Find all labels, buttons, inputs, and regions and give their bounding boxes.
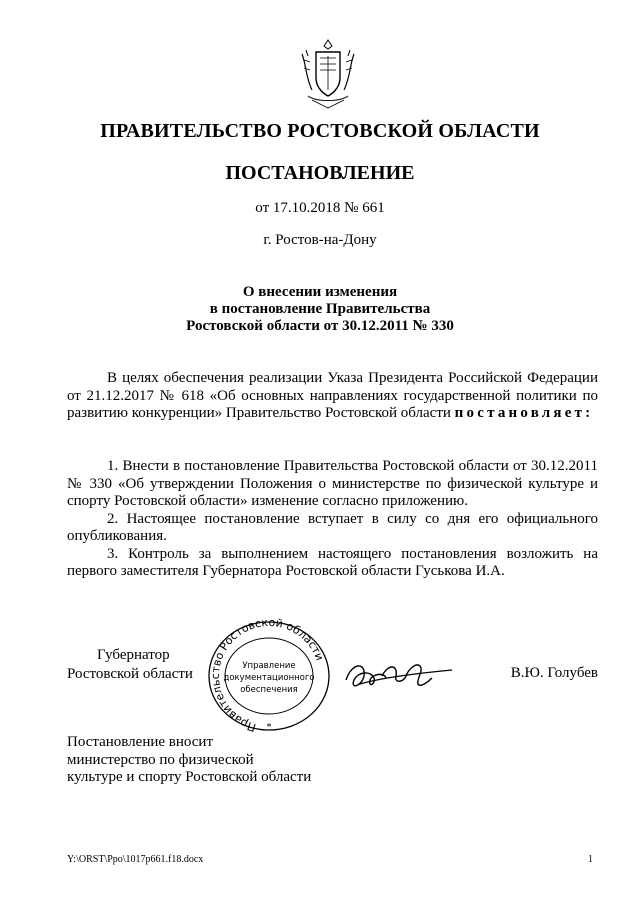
official-stamp-icon bbox=[204, 618, 334, 734]
organization-name: ПРАВИТЕЛЬСТВО РОСТОВСКОЙ ОБЛАСТИ bbox=[100, 120, 540, 142]
resolution-item: 2. Настоящее постановление вступает в силу со дня его официального опубликования. bbox=[67, 510, 598, 544]
submitter-note-line: культуре и спорту Ростовской области bbox=[67, 769, 312, 785]
signatory-position bbox=[67, 646, 227, 684]
resolution-item: 3. Контроль за выполнением настоящего постановления возложить на первого заместителя Губернатора Ростовской области Гуськова И.А. bbox=[67, 545, 598, 579]
stamp-ring-text: Правительство Ростовской области bbox=[209, 618, 327, 734]
document-type: ПОСТАНОВЛЕНИЕ bbox=[225, 162, 415, 184]
resolution-items bbox=[67, 458, 598, 581]
signatory-position-line: Ростовской области bbox=[67, 666, 193, 682]
document-city: г. Ростов-на-Дону bbox=[263, 232, 377, 248]
title-line: О внесении изменения bbox=[242, 284, 398, 300]
submitter-note-line: министерство по физической bbox=[67, 751, 254, 768]
title-line: в постановление Правительства bbox=[209, 301, 431, 317]
document-date-number: от 17.10.2018 № 661 bbox=[255, 200, 385, 216]
signatory-position-line: Губернатор bbox=[97, 647, 170, 663]
title-line: Ростовской области от 30.12.2011 № 330 bbox=[186, 318, 454, 334]
submitter-note-line: Постановление вносит bbox=[67, 734, 214, 750]
document-title bbox=[0, 284, 640, 335]
resolution-item: 1. Внести в постановление Правительства Ростовской области от 30.12.2011 № 330 «Об утверждении Положения о министерстве по физической культуре и спорту Ростовской области» изменение согласно приложению. bbox=[67, 458, 598, 509]
page-number: 1 bbox=[588, 854, 593, 865]
svg-text:*: * bbox=[266, 722, 272, 733]
file-path: Y:\ORST\Ppo\1017p661.f18.docx bbox=[67, 854, 204, 865]
handwritten-signature-icon bbox=[340, 650, 460, 700]
preamble-text: В целях обеспечения реализации Указа Президента Российской Федерации от 21.12.2017 № 618 «Об основных направлениях государственной политики по развитию конкуренции» Правительство Ростовской области bbox=[67, 370, 598, 421]
submitter-note bbox=[67, 734, 347, 787]
preamble-paragraph bbox=[67, 370, 598, 423]
signatory-name: В.Ю. Голубев bbox=[510, 665, 598, 681]
stamp-inner-line: документационного bbox=[223, 673, 315, 683]
coat-of-arms-icon bbox=[296, 38, 360, 110]
stamp-inner-line: Управление bbox=[242, 661, 296, 671]
stamp-inner-line: обеспечения bbox=[240, 685, 298, 695]
resolves-word: постановляет: bbox=[454, 405, 594, 421]
